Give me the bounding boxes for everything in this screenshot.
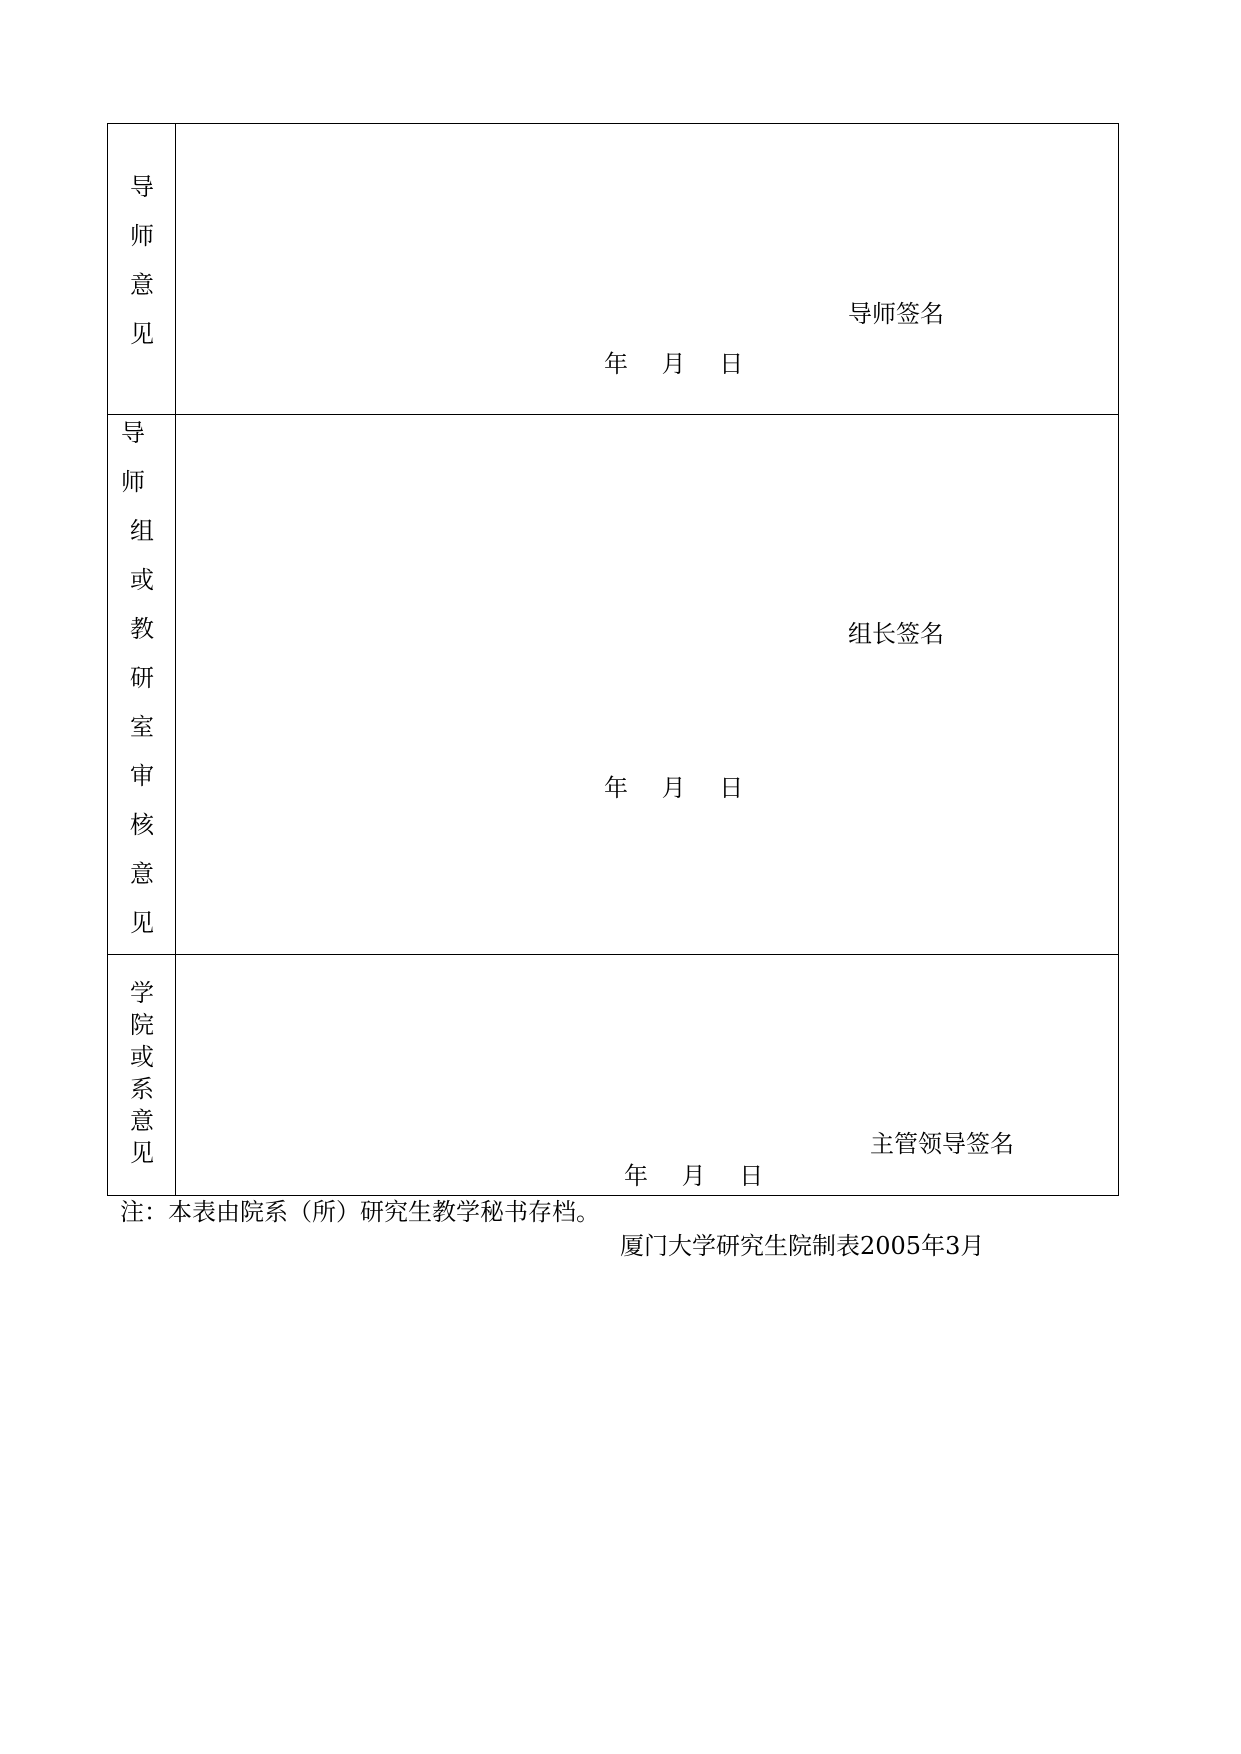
label-char: 见 <box>130 320 154 348</box>
college-opinion-row <box>108 955 1118 1195</box>
label-char: 组 <box>130 517 154 545</box>
label-char: 核 <box>130 811 154 839</box>
date-year: 年 <box>604 774 628 802</box>
label-char: 意 <box>130 1107 154 1135</box>
group-leader-signature-label: 组长签名 <box>848 620 944 648</box>
advisor-opinion-row <box>108 124 1118 415</box>
date-month: 月 <box>661 350 686 378</box>
label-char: 教 <box>130 615 154 643</box>
advisor-date <box>604 350 743 378</box>
label-char: 师 <box>130 222 154 250</box>
group-review-label <box>108 415 176 954</box>
date-day: 日 <box>719 350 744 378</box>
footer-note: 注：本表由院系（所）研究生教学秘书存档。 <box>120 1198 600 1226</box>
advisor-opinion-label <box>108 124 176 414</box>
date-month: 月 <box>681 1162 706 1190</box>
label-char: 或 <box>130 1043 154 1071</box>
label-char: 导 <box>121 419 145 447</box>
label-char: 院 <box>130 1011 154 1039</box>
label-char: 研 <box>130 664 154 692</box>
label-char: 意 <box>130 271 154 299</box>
label-char: 见 <box>130 1139 154 1167</box>
college-opinion-content[interactable] <box>176 955 1118 1195</box>
label-char: 审 <box>130 762 154 790</box>
college-opinion-label <box>108 955 176 1195</box>
label-char: 或 <box>130 566 154 594</box>
label-char: 室 <box>130 713 154 741</box>
date-year: 年 <box>604 350 628 378</box>
label-char: 系 <box>130 1075 154 1103</box>
label-char: 师 <box>121 468 145 496</box>
supervisor-signature-label: 主管领导签名 <box>870 1130 1014 1158</box>
label-char: 导 <box>130 173 154 201</box>
group-review-row <box>108 415 1118 955</box>
footer-issuer: 厦门大学研究生院制表2005年3月 <box>620 1232 985 1260</box>
group-review-date <box>604 774 743 802</box>
date-year: 年 <box>624 1162 648 1190</box>
label-char: 见 <box>130 909 154 937</box>
group-review-content[interactable] <box>176 415 1118 954</box>
date-month: 月 <box>661 774 686 802</box>
label-char: 意 <box>130 860 154 888</box>
date-day: 日 <box>739 1162 764 1190</box>
form-table <box>107 123 1119 1196</box>
advisor-opinion-content[interactable] <box>176 124 1118 414</box>
label-char: 学 <box>130 979 154 1007</box>
advisor-signature-label: 导师签名 <box>848 300 944 328</box>
date-day: 日 <box>719 774 744 802</box>
college-date <box>624 1162 763 1190</box>
